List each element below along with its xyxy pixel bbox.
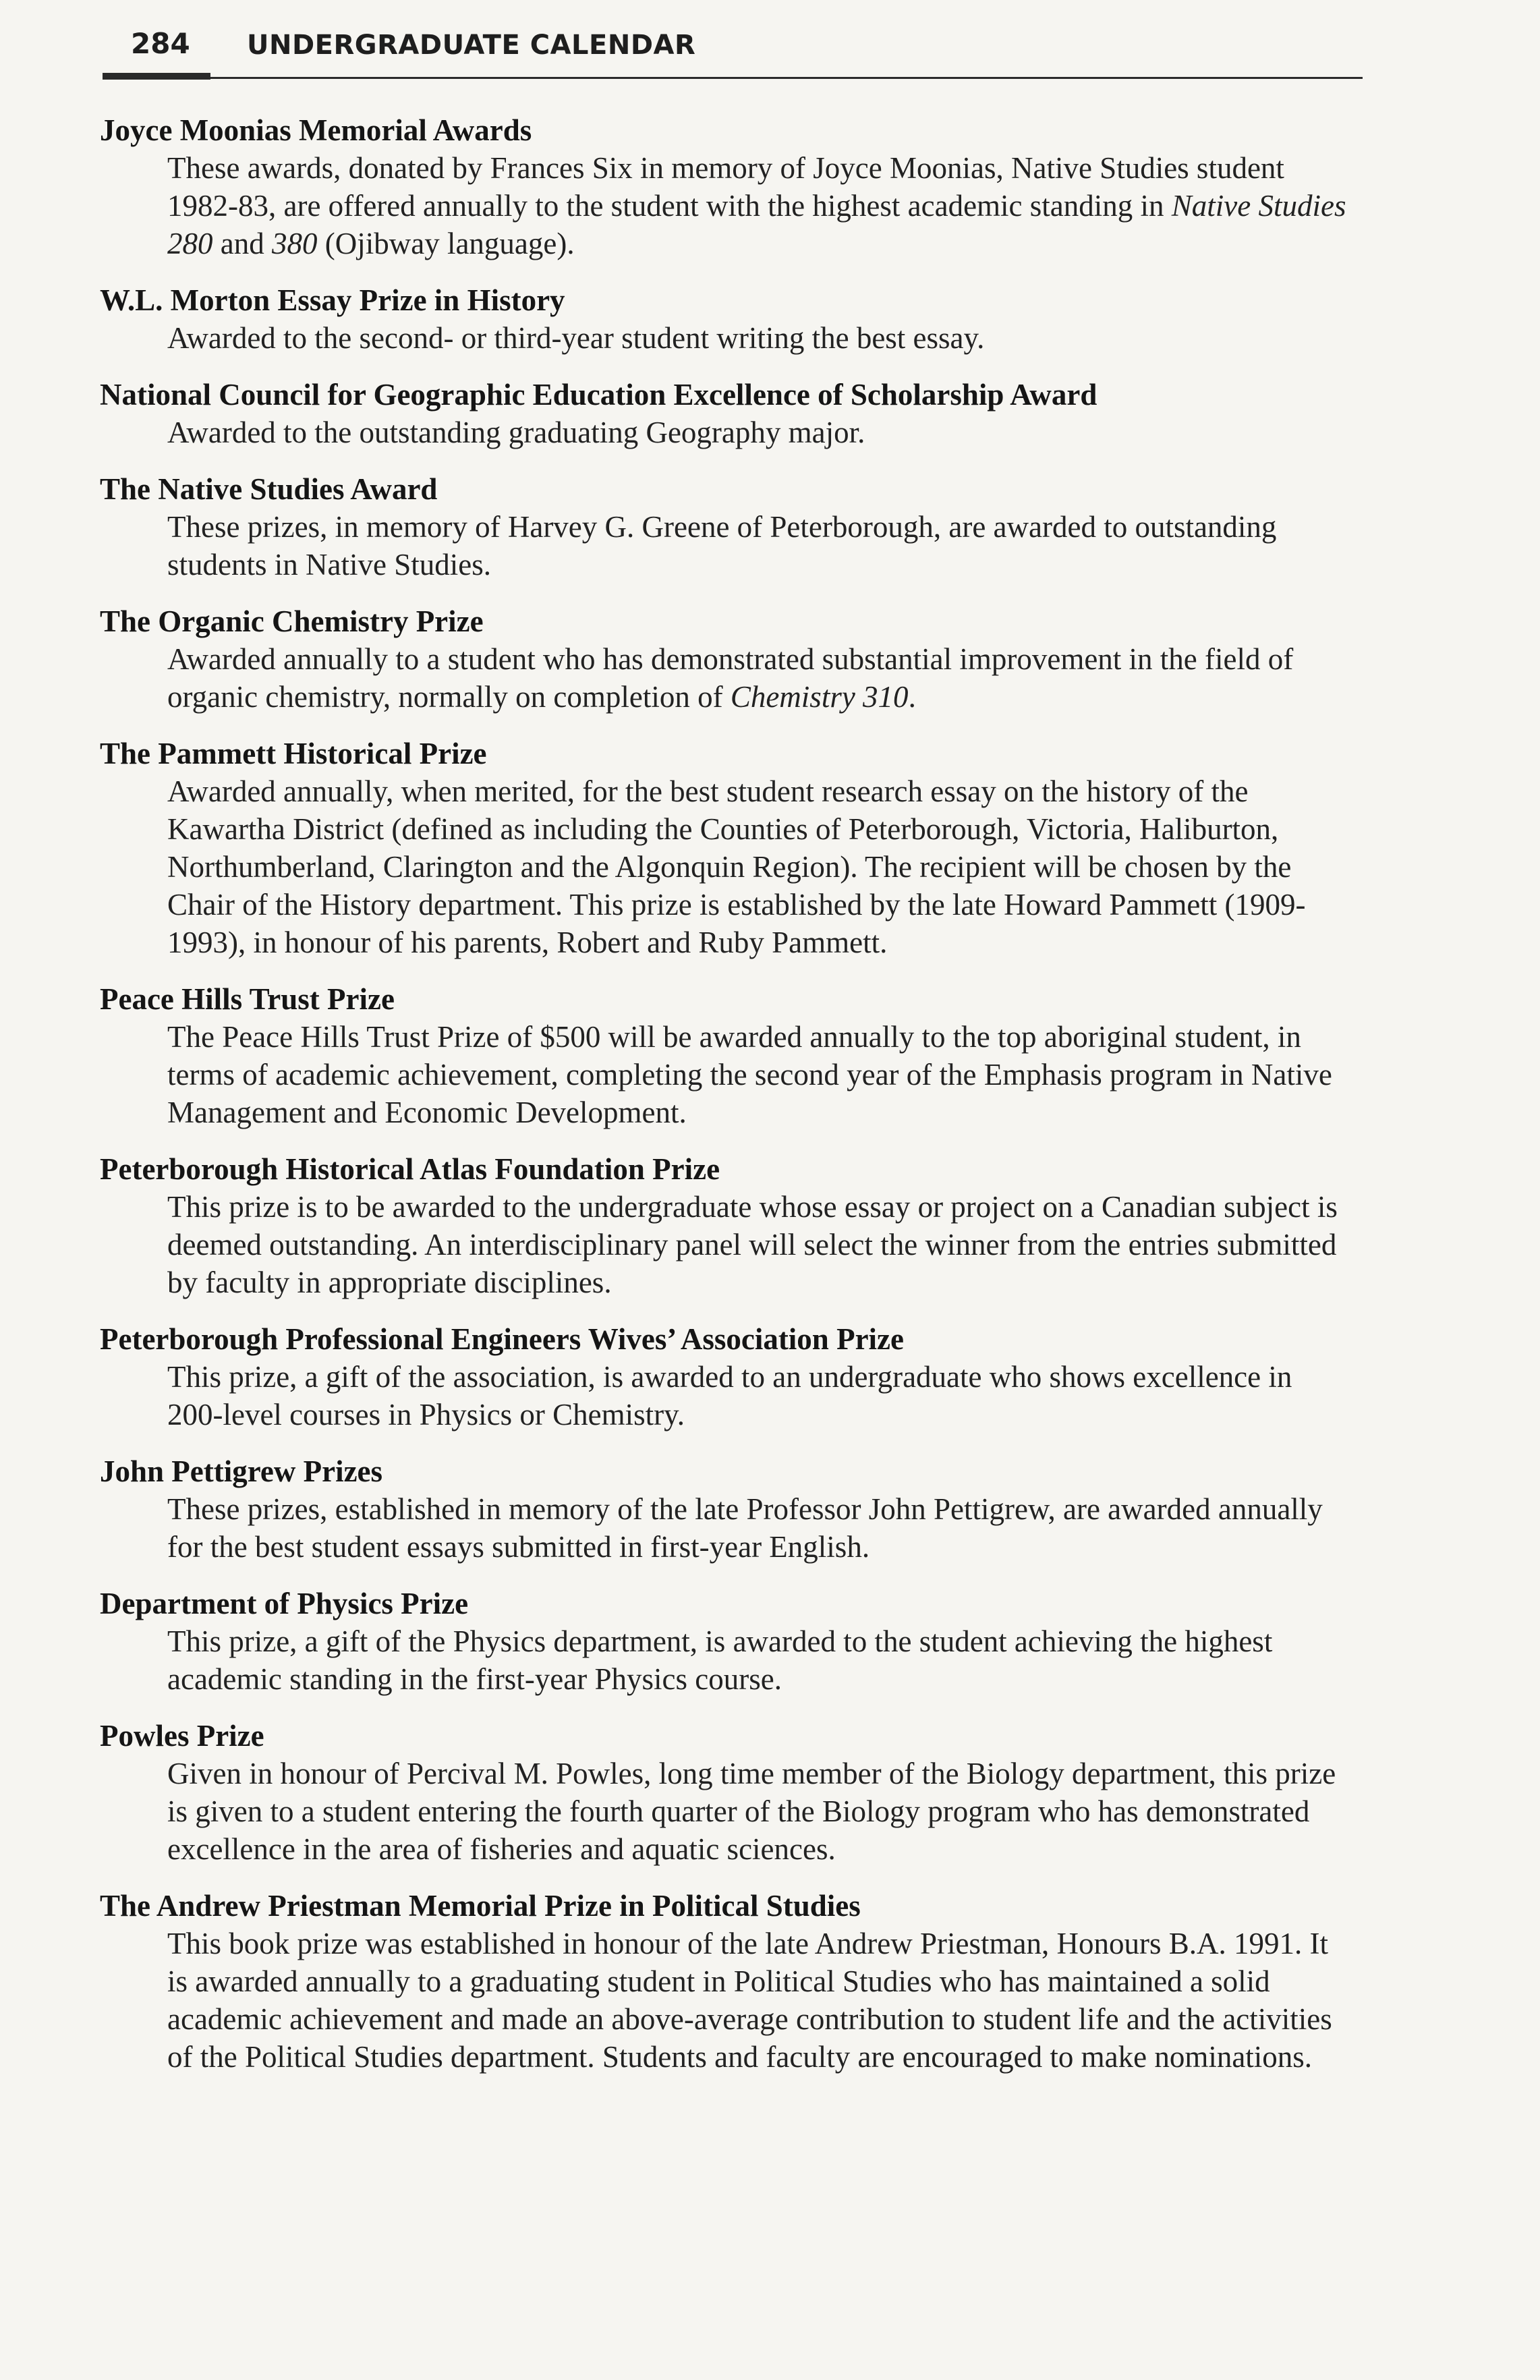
award-description: These awards, donated by Frances Six in memory of Joyce Moonias, Native Studies student 1982-83, are offered annually to the student with the highest academic standing in Native Studies 280 and 380 (Ojibway language). <box>167 151 1346 260</box>
award-entry <box>100 735 1354 961</box>
award-entry <box>100 376 1354 451</box>
award-entry <box>100 602 1354 716</box>
header-rule-accent <box>103 73 210 80</box>
award-entry <box>100 111 1354 262</box>
award-title: Peterborough Historical Atlas Foundation Prize <box>100 1152 720 1186</box>
award-description: Awarded to the outstanding graduating Geography major. <box>167 416 865 449</box>
award-title: The Native Studies Award <box>100 472 438 506</box>
award-entry <box>100 1150 1354 1301</box>
award-description: This prize is to be awarded to the undergraduate whose essay or project on a Canadian subject is deemed outstanding. An interdisciplinary panel will select the winner from the entries submitted by faculty in appropriate disciplines. <box>167 1190 1338 1299</box>
page-number: 284 <box>131 27 190 60</box>
award-entry <box>100 1452 1354 1566</box>
award-title: The Pammett Historical Prize <box>100 737 487 770</box>
award-description: This prize, a gift of the Physics department, is awarded to the student achieving the highest academic standing in the first-year Physics course. <box>167 1624 1273 1696</box>
award-description: These prizes, in memory of Harvey G. Greene of Peterborough, are awarded to outstanding students in Native Studies. <box>167 510 1277 582</box>
page-header <box>94 26 1363 80</box>
award-title: Joyce Moonias Memorial Awards <box>100 113 532 147</box>
award-entry <box>100 1320 1354 1434</box>
award-description: Awarded annually to a student who has demonstrated substantial improvement in the field of organic chemistry, normally on completion of Chemistry 310. <box>167 642 1294 714</box>
award-description: Given in honour of Percival M. Powles, long time member of the Biology department, this prize is given to a student entering the fourth quarter of the Biology program who has demonstrated excellence in the area of fisheries and aquatic sciences. <box>167 1757 1336 1866</box>
award-description: The Peace Hills Trust Prize of $500 will be awarded annually to the top aboriginal student, in terms of academic achievement, completing the second year of the Emphasis program in Native Management and Economic Development. <box>167 1020 1332 1129</box>
header-rule <box>103 77 1363 79</box>
award-description: This book prize was established in honour of the late Andrew Priestman, Honours B.A. 1991. It is awarded annually to a graduating student in Political Studies who has maintained a solid academic achievement and made an above-average contribution to student life and the activities of the Political Studies department. Students and faculty are encouraged to make nominations. <box>167 1927 1332 2074</box>
award-title: Peterborough Professional Engineers Wives’ Association Prize <box>100 1322 904 1356</box>
award-description: Awarded to the second- or third-year student writing the best essay. <box>167 321 985 355</box>
award-title: Peace Hills Trust Prize <box>100 982 395 1016</box>
award-entry <box>100 1585 1354 1698</box>
award-title: John Pettigrew Prizes <box>100 1454 383 1488</box>
award-title: W.L. Morton Essay Prize in History <box>100 283 565 317</box>
course-name: 380 <box>271 227 318 260</box>
award-description: This prize, a gift of the association, is awarded to an undergraduate who shows excellence in 200-level courses in Physics or Chemistry. <box>167 1360 1292 1432</box>
award-entry <box>100 281 1354 357</box>
course-name: Native Studies 280 <box>167 189 1346 260</box>
award-title: The Andrew Priestman Memorial Prize in Political Studies <box>100 1889 861 1923</box>
award-title: Powles Prize <box>100 1719 264 1753</box>
award-entry <box>100 980 1354 1131</box>
awards-list <box>100 111 1354 2095</box>
award-entry <box>100 470 1354 584</box>
award-entry <box>100 1887 1354 2076</box>
award-title: The Organic Chemistry Prize <box>100 604 484 638</box>
course-name: Chemistry 310 <box>730 680 909 714</box>
award-entry <box>100 1717 1354 1868</box>
award-title: National Council for Geographic Education Excellence of Scholarship Award <box>100 378 1097 412</box>
running-title: UNDERGRADUATE CALENDAR <box>247 30 696 61</box>
award-title: Department of Physics Prize <box>100 1587 469 1620</box>
award-description: These prizes, established in memory of the late Professor John Pettigrew, are awarded annually for the best student essays submitted in first-year English. <box>167 1492 1323 1564</box>
award-description: Awarded annually, when merited, for the best student research essay on the history of the Kawartha District (defined as including the Counties of Peterborough, Victoria, Haliburton, Northumberland, Clarington and the Algonquin Region). The recipient will be chosen by the Chair of the History department. This prize is established by the late Howard Pammett (1909-1993), in honour of his parents, Robert and Ruby Pammett. <box>167 774 1306 959</box>
